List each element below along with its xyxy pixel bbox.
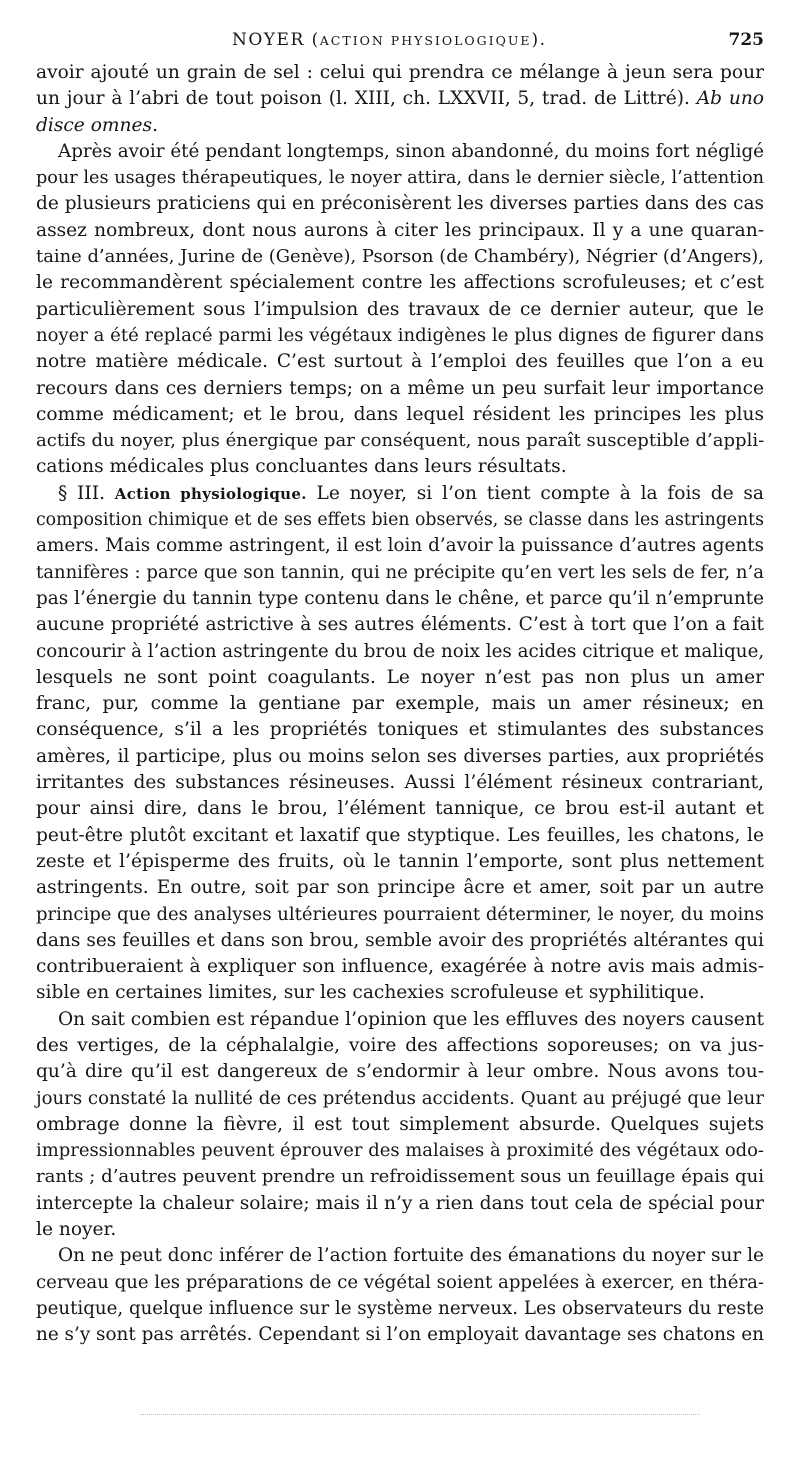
line-text: notre matière médicale. C’est surtout à l’emploi des feuilles que l’on a eu [36, 351, 764, 373]
section-heading: Action physiologique. [114, 484, 307, 503]
text-line [36, 1138, 764, 1164]
line-text: tannifères : parce que son tannin, qui ne précipite qu’en vert les sels de fer, n’a [36, 561, 764, 583]
text-line [36, 113, 764, 139]
text-line [36, 980, 764, 1006]
text-line [36, 1059, 764, 1085]
line-text: peutique, quelque influence sur le système nerveux. Les observateurs du reste [36, 1297, 764, 1319]
line-text: ombrage donne la fièvre, il est tout simplement absurde. Quelques sujets [36, 1113, 764, 1135]
line-text: particulièrement sous l’impulsion des travaux de ce dernier auteur, que le [36, 298, 764, 320]
text-line [36, 349, 764, 375]
line-text: On ne peut donc inférer de l’action fortuite des émanations du noyer sur le [58, 1245, 764, 1267]
line-text: rants ; d’autres peuvent prendre un refroidissement sous un feuillage épais qui [36, 1166, 764, 1188]
line-text: noyer a été replacé parmi les végétaux indigènes le plus dignes de figurer dans [36, 324, 764, 346]
line-text: actifs du noyer, plus énergique par conséquent, nous paraît susceptible d’appli- [36, 430, 765, 452]
line-text: lesquels ne sont point coagulants. Le noyer n’est pas non plus un amer [36, 666, 764, 688]
line-text: assez nombreux, dont nous aurons à citer les principaux. Il y a une quaran- [36, 219, 764, 241]
line-text: taine d’années, Jurine de (Genève), Psorson (de Chambéry), Négrier (d’Angers), [36, 246, 764, 268]
text-line [36, 270, 764, 296]
line-text: un jour à l’abri de tout poison (l. XIII, ch. LXXVII, 5, trad. de Littré). [36, 88, 697, 110]
text-line [36, 507, 764, 533]
text-line [36, 323, 764, 349]
text-line [36, 297, 764, 323]
text-line [36, 533, 764, 559]
running-title-main: NOYER ( [232, 30, 320, 50]
text-line [36, 191, 764, 217]
italic-phrase: disce omnes. [36, 114, 158, 136]
line-text: amers. Mais comme astringent, il est loin d’avoir la puissance d’autres agents [36, 535, 765, 557]
line-text: Le noyer, si l’on tient compte à la fois de sa [316, 482, 764, 504]
line-text: cerveau que les préparations de ce végétal soient appelées à exercer, en théra- [36, 1271, 765, 1293]
line-text: recours dans ces derniers temps; on a même un peu surfait leur importance [36, 377, 764, 399]
text-line [36, 454, 764, 480]
text-line [36, 1296, 764, 1322]
text-line [36, 717, 764, 743]
line-text: le recommandèrent spécialement contre les affections scrofuleuses; et c’est [36, 272, 764, 294]
text-line [36, 1322, 764, 1348]
text-line [36, 1033, 764, 1059]
line-text: On sait combien est répandue l’opinion que les effluves des noyers causent [58, 1008, 765, 1030]
line-text: franc, pur, comme la gentiane par exemple, mais un amer résineux; en [36, 693, 764, 715]
line-text: zeste et l’épisperme des fruits, où le tannin l’emporte, sont plus nettement [36, 850, 764, 872]
text-line [36, 1217, 764, 1243]
line-text: comme médicament; et le brou, dans lequel résident les principes les plus [36, 403, 764, 425]
line-text: composition chimique et de ses effets bien observés, se classe dans les astringents [36, 510, 764, 531]
text-line [36, 560, 764, 586]
text-line [36, 376, 764, 402]
text-line [36, 1007, 764, 1033]
line-text: conséquence, s’il a les propriétés toniques et stimulantes des substances [36, 719, 764, 741]
text-line [36, 875, 764, 901]
line-text: pour ainsi dire, dans le brou, l’élément tannique, ce brou est-il autant et [36, 798, 764, 820]
text-line [36, 1086, 764, 1112]
line-text: intercepte la chaleur solaire; mais il n’y a rien dans tout cela de spécial pour [36, 1192, 764, 1214]
bottom-rule [140, 1414, 700, 1416]
text-line [36, 1164, 764, 1190]
text-line [36, 612, 764, 638]
text-line [36, 1243, 764, 1269]
line-text: jours constaté la nullité de ces prétendus accidents. Quant au préjugé que leur [36, 1087, 764, 1109]
text-line [36, 823, 764, 849]
line-text: des vertiges, de la céphalalgie, voire des affections soporeuses; on va jus- [36, 1034, 764, 1056]
text-line [36, 954, 764, 980]
line-text: pas l’énergie du tannin type contenu dans le chêne, et parce qu’il n’emprunte [36, 587, 764, 609]
line-text: aucune propriété astrictive à ses autres éléments. C’est à tort que l’on a fait [36, 614, 764, 636]
text-line [36, 1191, 764, 1217]
italic-phrase: Ab uno [696, 88, 764, 110]
text-line [36, 481, 764, 507]
line-text: le noyer. [36, 1219, 117, 1241]
text-line [36, 770, 764, 796]
text-line [36, 402, 764, 428]
line-text: contribueraient à expliquer son influence, exagérée à notre avis mais admis- [36, 956, 764, 978]
text-line [36, 218, 764, 244]
text-line [36, 428, 764, 454]
text-line [36, 849, 764, 875]
text-line [36, 928, 764, 954]
text-line [36, 639, 764, 665]
line-text: dans ses feuilles et dans son brou, semble avoir des propriétés altérantes qui [36, 929, 764, 951]
text-line [36, 586, 764, 612]
page-number: 725 [728, 30, 764, 50]
line-text: principe que des analyses ultérieures pourraient déterminer, le noyer, du moins [36, 903, 764, 925]
text-line [36, 139, 764, 165]
text-line [36, 691, 764, 717]
line-text: amères, il participe, plus ou moins selon ses diverses parties, aux propriétés [36, 745, 764, 767]
line-text: Après avoir été pendant longtemps, sinon abandonné, du moins fort négligé [58, 140, 764, 162]
text-line [36, 1112, 764, 1138]
text-line [36, 796, 764, 822]
line-text: sible en certaines limites, sur les cachexies scrofuleuse et syphilitique. [36, 982, 705, 1004]
line-text: astringents. En outre, soit par son principe âcre et amer, soit par un autre [36, 877, 764, 899]
line-text: de plusieurs praticiens qui en préconisèrent les diverses parties dans des cas [36, 193, 764, 215]
text-line [36, 902, 764, 928]
text-line [36, 1270, 764, 1296]
line-text: irritantes des substances résineuses. Aussi l’élément résineux contrariant, [36, 772, 764, 794]
text-line [36, 744, 764, 770]
running-title-close: ). [531, 30, 547, 50]
line-text: ne s’y sont pas arrêtés. Cependant si l’on employait davantage ses chatons en [36, 1324, 764, 1346]
text-line [36, 244, 764, 270]
line-text: impressionnables peuvent éprouver des malaises à proximité des végétaux odo- [36, 1140, 764, 1162]
text-line [36, 665, 764, 691]
body-text [36, 60, 764, 1349]
line-text: cations médicales plus concluantes dans leurs résultats. [36, 456, 567, 478]
line-text: qu’à dire qu’il est dangereux de s’endormir à leur ombre. Nous avons tou- [36, 1061, 764, 1083]
book-page [36, 26, 764, 1349]
line-text: peut-être plutôt excitant et laxatif que styptique. Les feuilles, les chatons, le [36, 824, 764, 846]
text-line [36, 165, 764, 191]
section-mark: § III. [58, 482, 105, 504]
text-line [36, 86, 764, 112]
line-text: pour les usages thérapeutiques, le noyer attira, dans le dernier siècle, l’attention [36, 168, 764, 189]
running-title [232, 30, 547, 50]
line-text: avoir ajouté un grain de sel : celui qui prendra ce mélange à jeun sera pour [36, 62, 764, 83]
running-title-small-caps: ACTION PHYSIOLOGIQUE [319, 33, 532, 48]
line-text: concourir à l’action astringente du brou de noix les acides citrique et malique, [36, 640, 765, 662]
running-header [36, 26, 764, 60]
text-line [36, 60, 764, 86]
